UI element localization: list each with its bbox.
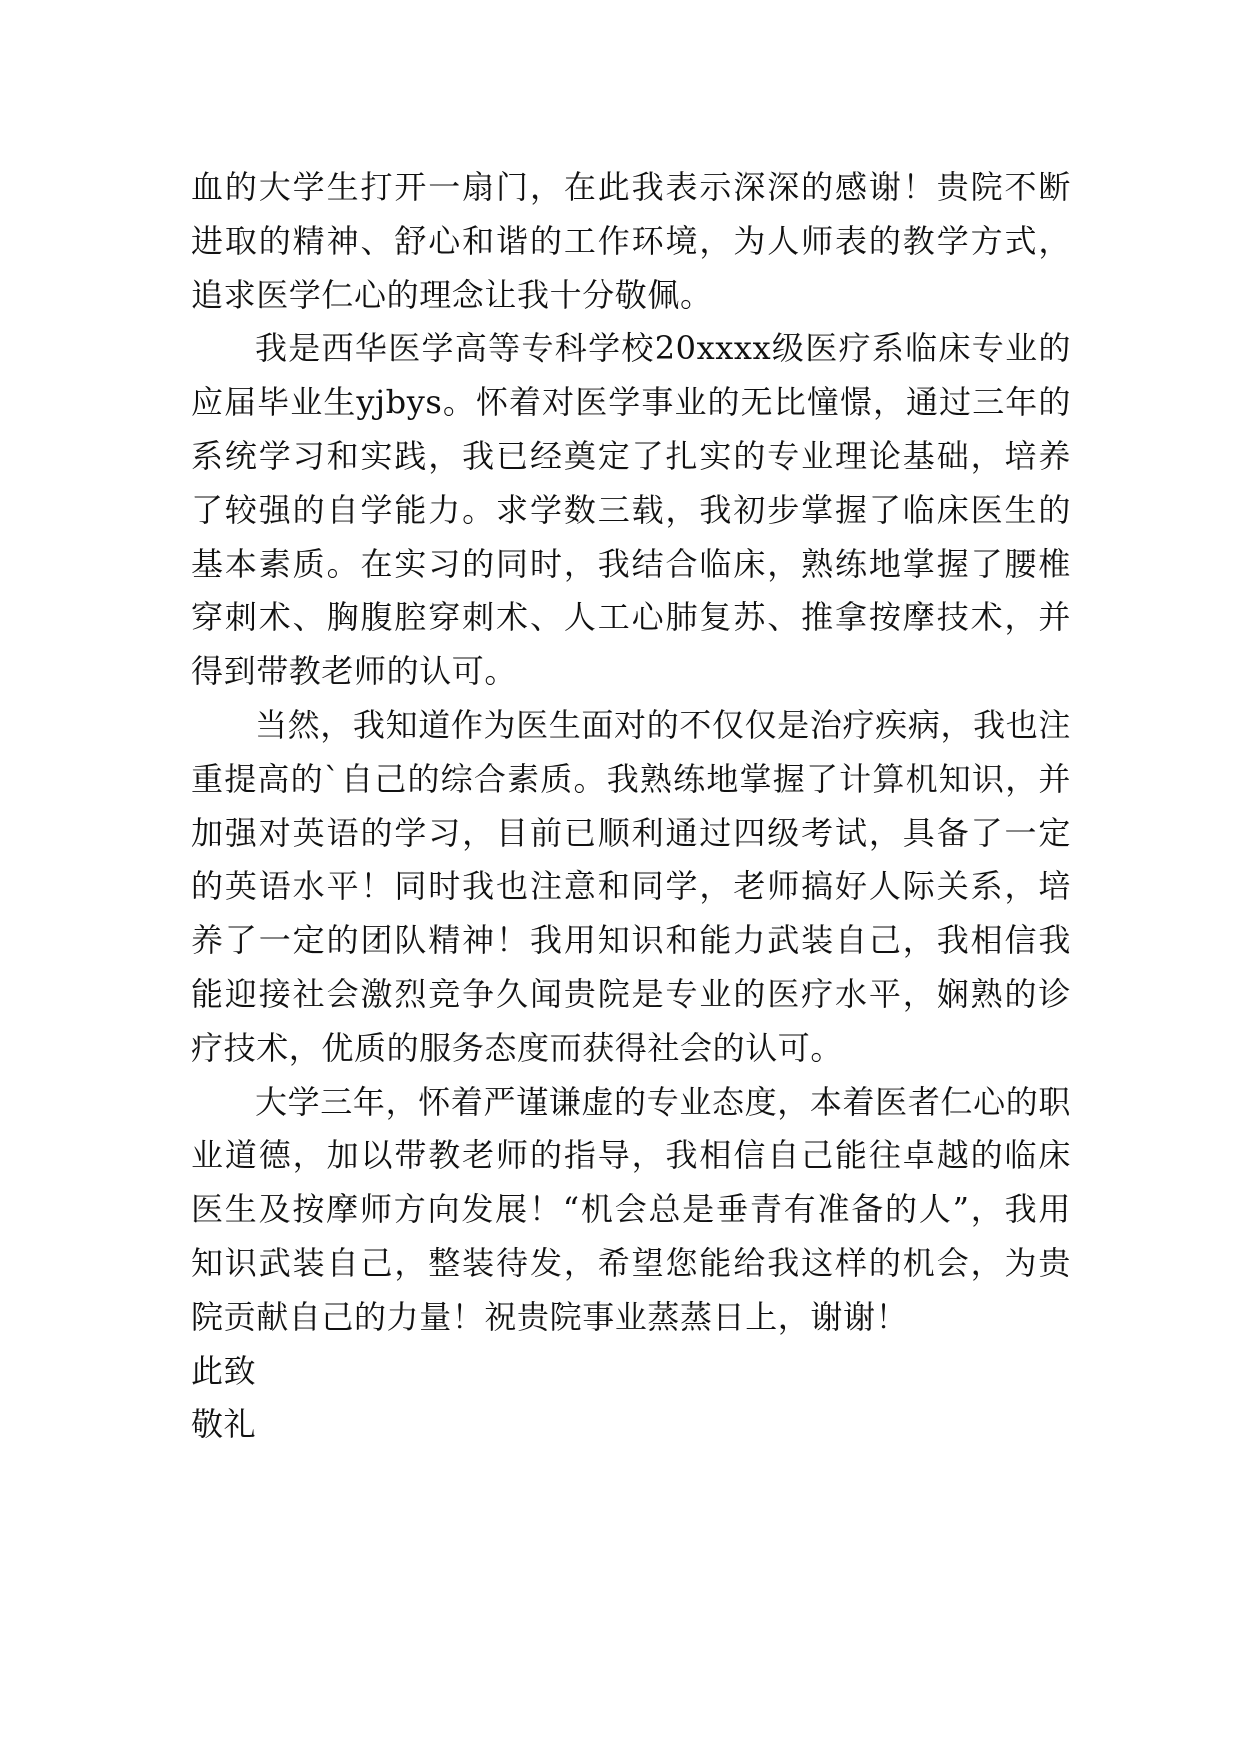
paragraph-3: 当然，我知道作为医生面对的不仅仅是治疗疾病，我也注重提高的`自己的综合素质。我熟练地掌握了计算机知识，并加强对英语的学习，目前已顺利通过四级考试，具备了一定的英语水平！同时我也注意和同学，老师搞好人际关系，培养了一定的团队精神！我用知识和能力武装自己，我相信我能迎接社会激烈竞争久闻贵院是专业的医疗水平，娴熟的诊疗技术，优质的服务态度而获得社会的认可。 xyxy=(191,705,1071,1067)
letter-body xyxy=(191,161,1071,1452)
paragraph-1: 血的大学生打开一扇门，在此我表示深深的感谢！贵院不断进取的精神、舒心和谐的工作环境，为人师表的教学方式，追求医学仁心的理念让我十分敬佩。 xyxy=(191,168,1071,314)
closing-salutation: 此致 xyxy=(191,1351,257,1390)
paragraph-2: 我是西华医学高等专科学校20xxxx级医疗系临床专业的应届毕业生yjbys。怀着对医学事业的无比憧憬，通过三年的系统学习和实践，我已经奠定了扎实的专业理论基础，培养了较强的自学能力。求学数三载，我初步掌握了临床医生的基本素质。在实习的同时，我结合临床，熟练地掌握了腰椎穿刺术、胸腹腔穿刺术、人工心肺复苏、推拿按摩技术，并得到带教老师的认可。 xyxy=(191,329,1071,691)
paragraph-4: 大学三年，怀着严谨谦虚的专业态度，本着医者仁心的职业道德，加以带教老师的指导，我相信自己能往卓越的临床医生及按摩师方向发展！“机会总是垂青有准备的人”，我用知识武装自己，整装待发，希望您能给我这样的机会，为贵院贡献自己的力量！祝贵院事业蒸蒸日上，谢谢！ xyxy=(191,1082,1071,1336)
closing-regards: 敬礼 xyxy=(191,1405,257,1444)
